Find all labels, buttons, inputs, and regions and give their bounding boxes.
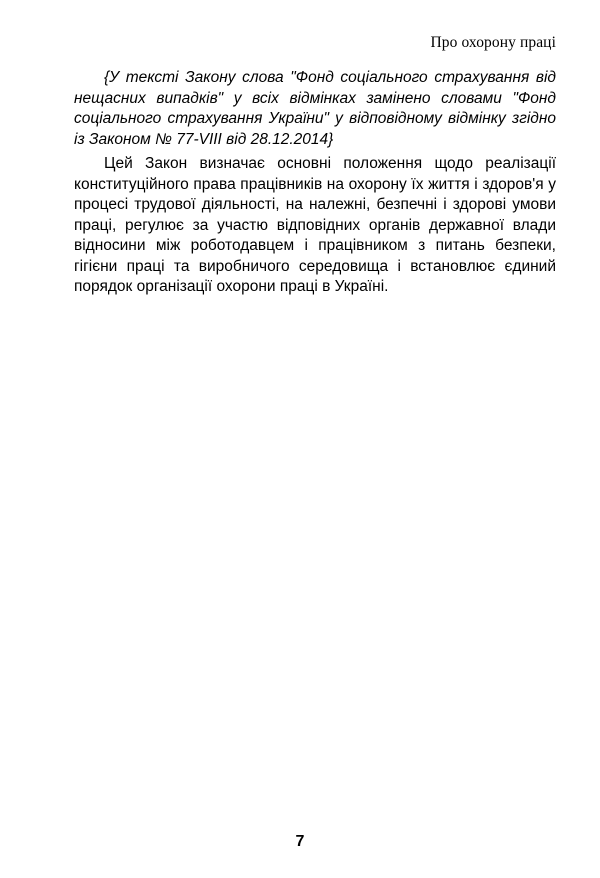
editorial-note: {У тексті Закону слова "Фонд соціального страхування від нещасних випадків" у всіх відмінках замінено словами "Фонд соціального страхування України" у відповідному відмінку згідно із Законом № 77-VIII від 28.12.2014} (74, 69, 556, 148)
running-header-title: Про охорону праці (430, 34, 556, 51)
law-preamble-paragraph: Цей Закон визначає основні положення щодо реалізації конституційного права працівників на охорону їх життя і здоров'я у процесі трудової діяльності, на належні, безпечні і здорові умови праці, регулює за участю відповідних органів державної влади відносини між роботодавцем і працівником з питань безпеки, гігієни праці та виробничого середовища і встановлює єдиний порядок організації охорони праці в Україні. (74, 155, 556, 295)
document-body (74, 68, 556, 298)
page-number: 7 (295, 833, 305, 850)
